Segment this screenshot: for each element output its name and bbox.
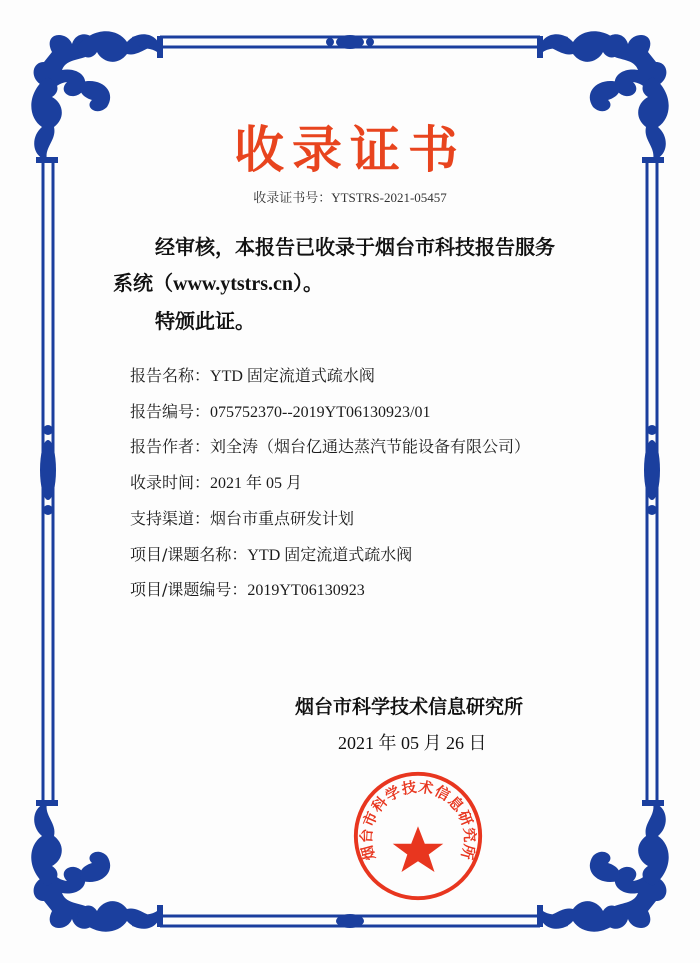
- field-project-number: [130, 579, 365, 602]
- issuer-name: 烟台市科学技术信息研究所: [295, 696, 524, 718]
- field-support-channel: [130, 508, 354, 530]
- body-line-2: 系统（www.ytstrs.cn）。: [113, 273, 323, 295]
- field-report-number: [130, 401, 430, 424]
- field-value: YTD 固定流道式疏水阀: [210, 368, 375, 385]
- field-value: 075752370--2019YT06130923/01: [210, 404, 431, 421]
- field-inclusion-time: [130, 472, 302, 495]
- body-line-3: 特颁此证。: [155, 309, 255, 333]
- corner-ornament-bottom-right: [537, 800, 669, 932]
- field-value: 刘全涛（烟台亿通达蒸汽节能设备有限公司）: [210, 437, 531, 456]
- field-label: 收录时间：: [130, 473, 211, 492]
- certificate-title: 收录证书: [234, 120, 466, 179]
- field-value: 2021 年 05 月: [210, 475, 303, 492]
- field-label: 支持渠道：: [130, 509, 211, 528]
- seal-text: 烟台市科学技术信息研究所: [357, 778, 479, 863]
- certificate-number: 收录证书号：YTSTRS-2021-05457: [253, 190, 447, 205]
- corner-ornament-bottom-left: [31, 800, 163, 932]
- field-report-author: [130, 436, 530, 458]
- field-value: 烟台市重点研发计划: [210, 509, 355, 528]
- star-icon: [393, 826, 444, 872]
- body-line-1: 经审核，本报告已收录于烟台市科技报告服务: [155, 235, 555, 259]
- issue-date: 2021 年 05 月 26 日: [338, 733, 487, 753]
- field-value: YTD 固定流道式疏水阀: [247, 547, 413, 564]
- field-label: 项目/课题名称：: [130, 545, 248, 564]
- field-report-name: [130, 365, 375, 388]
- bottom-center-ornament: [336, 914, 364, 928]
- field-label: 报告作者：: [130, 437, 211, 456]
- field-label: 报告编号：: [130, 402, 211, 421]
- field-project-name: [130, 544, 412, 567]
- field-label: 项目/课题编号：: [130, 580, 248, 599]
- field-label: 报告名称：: [130, 366, 211, 385]
- official-seal: [350, 768, 486, 904]
- field-value: 2019YT06130923: [247, 582, 365, 599]
